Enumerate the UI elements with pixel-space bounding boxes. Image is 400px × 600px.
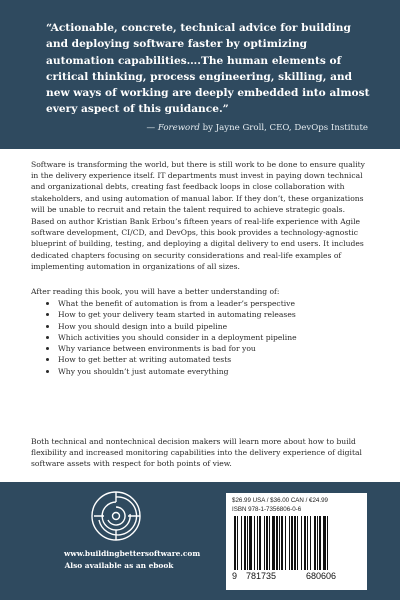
list-item: Why you shouldn’t just automate everything — [44, 366, 364, 377]
barcode-bar — [266, 516, 268, 570]
endorsement-quote: “Actionable, concrete, technical advice for building and deploying software faster by optimizing automation capabilities….The human elements of critical thinking, process engineering, skilling, and new ways of working are deeply embedded into almost every aspect of this guidance.” — [46, 22, 370, 116]
barcode-bar — [289, 516, 290, 570]
list-item: What the benefit of automation is from a leader’s perspective — [44, 298, 364, 309]
barcode-bar — [317, 516, 318, 570]
attribution-name: by Jayne Groll, CEO, DevOps Institute — [199, 123, 368, 133]
barcode-bar — [301, 516, 302, 570]
description-paragraph-1: Software is transforming the world, but there is still work to be done to ensure quality in the delivery experience itself. IT departments must invest in paying down technical and organizational debts, creating fast feedback loops in close collaboration with stakeholders, and using automation of manual labor. If they don’t, these organizations will be unable to recruit and retain the talent required to achieve strategic goals. — [31, 160, 365, 214]
list-item: Which activities you should consider in a deployment pipeline — [44, 332, 364, 343]
barcode-bar — [279, 516, 280, 570]
barcode-bar — [241, 516, 242, 570]
list-item: How to get better at writing automated tests — [44, 354, 364, 365]
barcode-bar — [327, 516, 328, 570]
description-paragraph-4: Both technical and nontechnical decision makers will learn more about how to build flexibility and increased monitoring capabilities into the delivery experience of digital software assets with respect for both points of view. — [31, 437, 362, 469]
barcode-bar — [314, 516, 316, 570]
attribution-dash: — — [146, 123, 158, 133]
attribution-role: Foreword — [157, 123, 200, 133]
barcode-bar — [257, 516, 258, 570]
price-label: $26.99 USA / $36.00 CAN / €24.99 — [232, 497, 328, 504]
barcode-digit-group-1: 781735 — [246, 571, 277, 581]
barcode-bar — [310, 516, 311, 570]
barcode-bar — [319, 516, 321, 570]
barcode-bar — [269, 516, 270, 570]
quote-attribution — [147, 123, 368, 133]
barcode-bar — [244, 516, 246, 570]
barcode-bar — [247, 516, 248, 570]
benefit-list — [44, 298, 364, 377]
isbn-label: ISBN 978-1-7356806-0-6 — [232, 506, 302, 513]
barcode — [234, 516, 360, 570]
concentric-circle-logo-icon — [90, 490, 142, 542]
list-item: How you should design into a build pipeline — [44, 321, 364, 332]
barcode-digit-prefix: 9 — [232, 571, 238, 581]
barcode-bar — [249, 516, 252, 570]
barcode-bar — [285, 516, 286, 570]
barcode-bar — [291, 516, 293, 570]
barcode-bar — [259, 516, 261, 570]
barcode-bar — [307, 516, 308, 570]
barcode-bar — [272, 516, 275, 570]
barcode-bar — [254, 516, 255, 570]
bullet-intro: After reading this book, you will have a better understanding of: — [31, 287, 280, 296]
barcode-bar — [276, 516, 278, 570]
barcode-bar — [297, 516, 298, 570]
barcode-digits — [232, 571, 362, 585]
barcode-digit-group-2: 680606 — [306, 571, 337, 581]
barcode-bar — [264, 516, 265, 570]
barcode-bar — [304, 516, 306, 570]
barcode-bar — [294, 516, 296, 570]
ebook-note: Also available as an ebook — [64, 561, 174, 570]
description-paragraph-2: Based on author Kristian Bank Erbou’s fifteen years of real-life experience with Agile software development, CI/CD, and DevOps, this book provides a technology-agnostic blueprint of building, testing, and deploying a digital delivery to end users. It includes dedicated chapters focusing on security considerations and real-life examples of implementing automation in organizations of all sizes. — [31, 217, 364, 271]
list-item: Why variance between environments is bad for you — [44, 343, 364, 354]
barcode-bar — [234, 516, 236, 570]
list-item: How to get your delivery team started in automating releases — [44, 309, 364, 320]
website-link[interactable]: www.buildingbettersoftware.com — [64, 549, 201, 558]
barcode-bar — [237, 516, 238, 570]
barcode-bar — [323, 516, 326, 570]
barcode-bar — [281, 516, 283, 570]
